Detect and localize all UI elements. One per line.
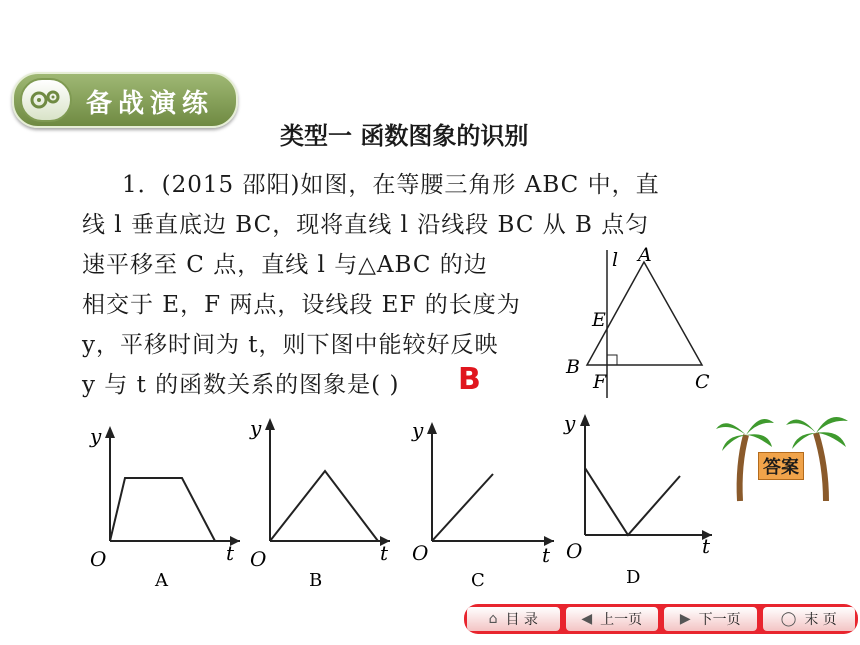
label-c: C	[695, 371, 710, 393]
y-axis-label: y	[412, 418, 424, 442]
t-axis-label: t	[542, 543, 551, 567]
nav-contents-label: 目 录	[505, 612, 538, 628]
next-icon: ▶	[679, 611, 691, 627]
origin-label: O	[90, 547, 107, 571]
y-axis-label: y	[250, 416, 262, 440]
banner-label: 备战演练	[86, 89, 215, 119]
label-a: A	[638, 244, 652, 266]
problem-line: 1．(2015 邵阳)如图，在等腰三角形 ABC 中，直	[122, 172, 660, 198]
nav-next-button[interactable]	[664, 607, 757, 631]
option-label: C	[471, 570, 485, 591]
origin-label: O	[412, 541, 429, 565]
answer-button[interactable]: 答案	[758, 452, 804, 480]
label-b: B	[566, 356, 580, 378]
gear-badge	[20, 78, 72, 122]
nav-prev-label: 上一页	[600, 612, 643, 628]
gears-icon	[28, 86, 64, 114]
section-banner	[12, 72, 238, 128]
option-label: D	[626, 567, 641, 588]
y-axis-label: y	[564, 411, 576, 435]
graph-d	[563, 411, 712, 588]
option-graphs	[80, 408, 720, 593]
graph-c	[411, 418, 554, 591]
problem-line: y 与 t 的函数关系的图象是( )	[82, 372, 400, 398]
triangle-figure	[560, 240, 730, 400]
end-icon: ◯	[780, 611, 797, 627]
answer-value: B	[458, 362, 481, 397]
section-title: 类型一 函数图象的识别	[280, 122, 529, 150]
y-axis-label: y	[90, 424, 102, 448]
nav-end-label: 末 页	[804, 612, 837, 628]
nav-end-button[interactable]	[763, 607, 856, 631]
problem-line: 线 l 垂直底边 BC，现将直线 l 沿线段 BC 从 B 点匀	[82, 212, 650, 238]
option-label: B	[309, 570, 323, 591]
nav-next-label: 下一页	[698, 612, 741, 628]
problem-line: 速平移至 C 点，直线 l 与△ABC 的边	[82, 252, 488, 278]
label-f: F	[593, 371, 607, 393]
t-axis-label: t	[380, 541, 389, 565]
nav-prev-button[interactable]	[566, 607, 659, 631]
option-label: A	[155, 570, 168, 591]
t-axis-label: t	[226, 541, 235, 565]
slide-navigation	[464, 604, 858, 634]
problem-line: 相交于 E，F 两点，设线段 EF 的长度为	[82, 292, 521, 318]
prev-icon: ◀	[581, 611, 593, 627]
label-e: E	[592, 309, 606, 331]
problem-line: y，平移时间为 t，则下图中能较好反映	[82, 332, 499, 358]
origin-label: O	[566, 539, 583, 563]
label-l: l	[612, 249, 619, 271]
nav-contents-button[interactable]	[467, 607, 560, 631]
graph-b	[249, 416, 390, 591]
t-axis-label: t	[702, 534, 711, 558]
origin-label: O	[250, 547, 267, 571]
home-icon: ⌂	[488, 611, 498, 627]
graph-a	[89, 424, 240, 591]
